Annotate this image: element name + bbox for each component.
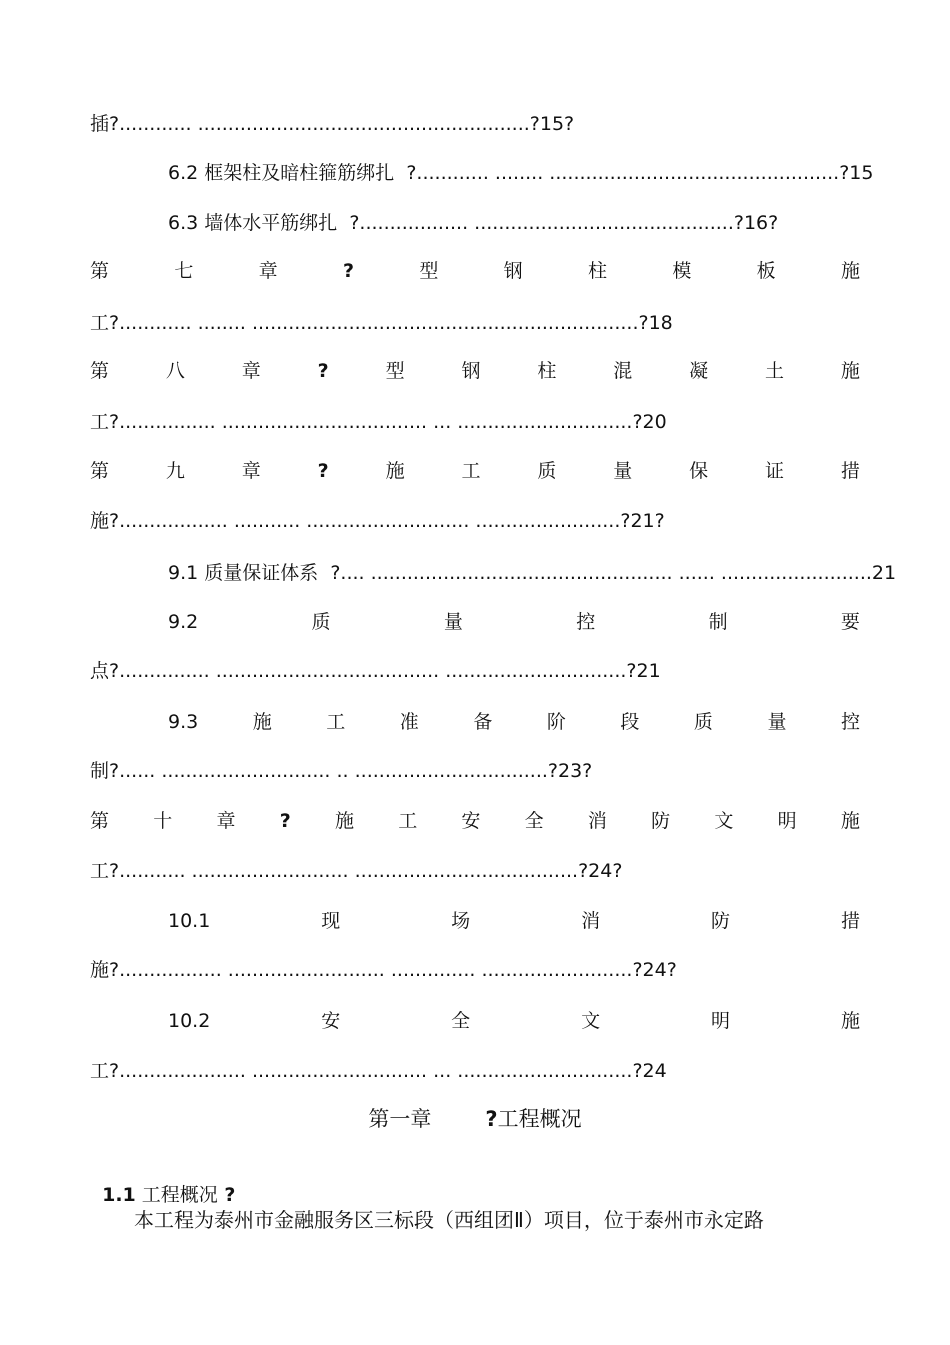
toc-char: 章 (241, 460, 261, 482)
section-question-mark: ? (217, 1184, 236, 1206)
toc-char: 型 (419, 260, 439, 282)
toc-char: 施 (840, 260, 860, 282)
toc-char: 段 (620, 711, 640, 733)
toc-char: 10.1 (168, 910, 211, 932)
toc-char: 章 (258, 260, 278, 282)
toc-char: 阶 (546, 711, 566, 733)
toc-char: 第 (90, 260, 110, 282)
toc-char: 十 (153, 810, 173, 832)
section-heading (90, 1159, 236, 1206)
toc-line-9-1[interactable]: 9.1 质量保证体系 ?.... .................................................. ...... .........................21 (168, 562, 897, 584)
toc-char: 文 (714, 810, 734, 832)
toc-char: 措 (840, 910, 860, 932)
toc-char: 全 (524, 810, 544, 832)
toc-char: 制 (708, 611, 728, 633)
toc-char: 防 (711, 910, 731, 932)
toc-char: 柱 (537, 360, 557, 382)
toc-line-1[interactable]: 插?............ .......................................................?15? (90, 113, 575, 135)
toc-char: 安 (461, 810, 481, 832)
toc-char: 土 (765, 360, 785, 382)
toc-char: 保 (689, 460, 709, 482)
toc-char: 混 (613, 360, 633, 382)
toc-char: 施 (840, 360, 860, 382)
toc-char: 施 (840, 1010, 860, 1032)
toc-char: 第 (90, 810, 110, 832)
toc-char: ? (279, 810, 291, 832)
toc-char: 控 (576, 611, 596, 633)
toc-char: 施 (840, 810, 860, 832)
toc-char: 章 (216, 810, 236, 832)
toc-char: 安 (321, 1010, 341, 1032)
toc-char: 质 (311, 611, 331, 633)
toc-char: 防 (651, 810, 671, 832)
toc-char: 七 (174, 260, 194, 282)
toc-section-10-2[interactable] (168, 1009, 860, 1033)
toc-char: 9.3 (168, 711, 199, 733)
toc-char: 质 (537, 460, 557, 482)
toc-char: 工 (326, 711, 346, 733)
toc-char: 措 (840, 460, 860, 482)
toc-chapter-9[interactable] (90, 459, 860, 483)
toc-char: 柱 (587, 260, 607, 282)
toc-char: 模 (672, 260, 692, 282)
toc-char: 场 (451, 910, 471, 932)
chapter-number: 第一章 (368, 1107, 432, 1131)
toc-chapter-10[interactable] (90, 809, 860, 833)
toc-char: 工 (461, 460, 481, 482)
toc-char: 证 (765, 460, 785, 482)
toc-char: ? (317, 360, 329, 382)
toc-char: 量 (767, 711, 787, 733)
toc-char: 文 (581, 1010, 601, 1032)
toc-char: 控 (840, 711, 860, 733)
chapter-question-mark: ? (485, 1107, 498, 1131)
toc-line-9-2-page[interactable]: 点?............... ..................................... ..............................?21 (90, 660, 661, 682)
toc-char: 板 (756, 260, 776, 282)
toc-char: 量 (613, 460, 633, 482)
toc-char: 工 (398, 810, 418, 832)
body-paragraph: 本工程为泰州市金融服务区三标段（西组团Ⅱ）项目，位于泰州市永定路 (134, 1208, 764, 1232)
toc-char: 凝 (689, 360, 709, 382)
toc-char: 章 (241, 360, 261, 382)
toc-char: 准 (399, 711, 419, 733)
toc-line-ch8-page[interactable]: 工?................ .................................. ... .............................?20 (90, 411, 667, 433)
toc-chapter-8[interactable] (90, 359, 860, 383)
toc-char: 质 (693, 711, 713, 733)
toc-line-ch9-page[interactable]: 施?.................. ........... ........................... ........................?21? (90, 510, 665, 532)
toc-char: 现 (321, 910, 341, 932)
toc-char: 要 (840, 611, 860, 633)
toc-section-9-3[interactable] (168, 710, 860, 734)
toc-char: 消 (587, 810, 607, 832)
toc-char: 第 (90, 360, 110, 382)
toc-char: ? (317, 460, 329, 482)
toc-char: 钢 (461, 360, 481, 382)
toc-line-ch10-page[interactable]: 工?........... .......................... .....................................?24? (90, 860, 623, 882)
toc-char: ? (342, 260, 355, 282)
toc-char: 型 (385, 360, 405, 382)
toc-line-10-2-page[interactable]: 工?..................... ............................. ... .............................?24 (90, 1060, 667, 1082)
chapter-heading (0, 1106, 950, 1132)
toc-char: 九 (165, 460, 185, 482)
chapter-title: 工程概况 (497, 1107, 582, 1131)
section-number: 1.1 (102, 1184, 136, 1206)
toc-char: 施 (334, 810, 354, 832)
toc-char: 全 (451, 1010, 471, 1032)
toc-char: 第 (90, 460, 110, 482)
toc-line-9-3-page[interactable]: 制?...... ............................ .. ................................?23? (90, 760, 593, 782)
toc-chapter-7[interactable] (90, 259, 860, 283)
toc-char: 10.2 (168, 1010, 211, 1032)
toc-char: 9.2 (168, 611, 199, 633)
toc-line-6-3[interactable]: 6.3 墙体水平筋绑扎 ?.................. ...........................................?16? (168, 212, 779, 234)
toc-char: 施 (252, 711, 272, 733)
section-title: 工程概况 (135, 1184, 218, 1206)
toc-line-6-2[interactable]: 6.2 框架柱及暗柱箍筋绑扎 ?............ ........ ................................................?15 (168, 162, 874, 184)
toc-char: 明 (711, 1010, 731, 1032)
toc-char: 钢 (503, 260, 523, 282)
toc-section-9-2[interactable] (168, 610, 860, 634)
toc-char: 备 (473, 711, 493, 733)
toc-char: 八 (165, 360, 185, 382)
toc-char: 量 (443, 611, 463, 633)
toc-section-10-1[interactable] (168, 909, 860, 933)
toc-char: 消 (581, 910, 601, 932)
toc-char: 施 (385, 460, 405, 482)
toc-char: 明 (777, 810, 797, 832)
toc-line-10-1-page[interactable]: 施?................. .......................... .............. .........................?24? (90, 959, 677, 981)
toc-line-ch7-page[interactable]: 工?............ ........ ................................................................?18 (90, 312, 673, 334)
